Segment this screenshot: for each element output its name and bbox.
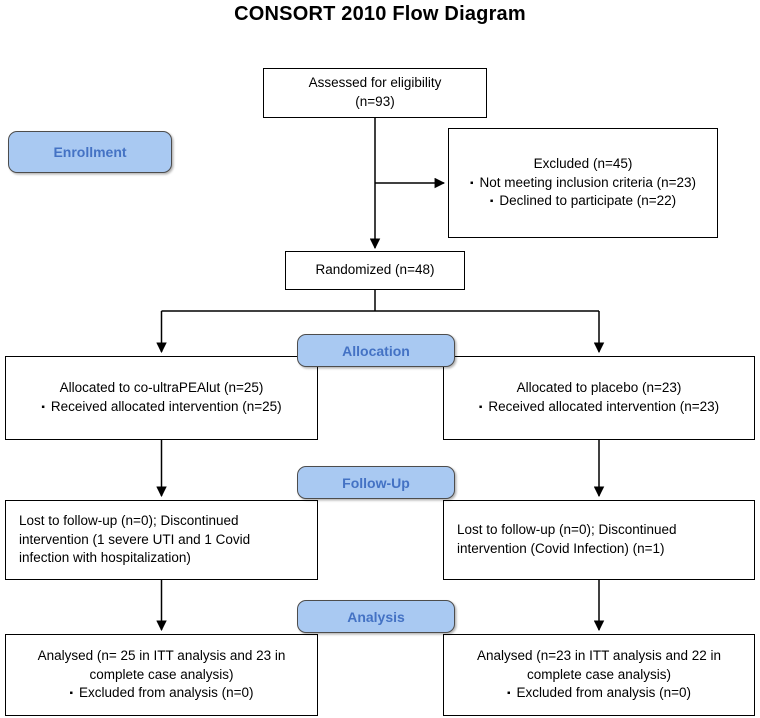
list-item-text: Excluded from analysis (n=0) [516, 685, 691, 701]
analysis-right-title: Analysed (n=23 in ITT analysis and 22 in complete case analysis) [476, 647, 722, 682]
alloc-left-title: Allocated to co-ultraPEAlut (n=25) [59, 380, 264, 396]
list-item-text: Declined to participate (n=22) [499, 193, 677, 209]
stage-followup [297, 466, 455, 499]
list-item [470, 174, 696, 193]
diagram-title: CONSORT 2010 Flow Diagram [234, 3, 526, 25]
box-allocated-coultrapealut [5, 356, 318, 440]
box-allocated-placebo [443, 356, 755, 440]
box-randomized [285, 251, 465, 290]
stage-followup-label: Follow-Up [342, 474, 410, 491]
stage-enrollment [8, 131, 172, 173]
eligibility-line2: (n=93) [355, 94, 395, 109]
bullet-icon: ▪ [489, 196, 494, 208]
alloc-right-title: Allocated to placebo (n=23) [516, 380, 682, 396]
stage-analysis [297, 600, 455, 633]
excluded-title: Excluded (n=45) [533, 155, 633, 171]
list-item [70, 684, 254, 703]
stage-analysis-label: Analysis [347, 608, 405, 625]
randomized-text: Randomized (n=48) [315, 262, 435, 278]
bullet-icon: ▪ [469, 177, 474, 189]
list-item-text: Received allocated intervention (n=25) [50, 399, 282, 414]
box-excluded [448, 128, 718, 238]
fu-left-text: Lost to follow-up (n=0); Discontinued intervention (1 severe UTI and 1 Covid infection with hospitalization) [19, 512, 251, 566]
box-followup-coultrapealut [5, 500, 318, 580]
bullet-icon: ▪ [478, 402, 483, 413]
stage-enrollment-label: Enrollment [53, 144, 127, 160]
analysis-left-title: Analysed (n= 25 in ITT analysis and 23 in complete case analysis) [37, 647, 286, 682]
list-item-text: Not meeting inclusion criteria (n=23) [479, 174, 697, 190]
fu-right-text: Lost to follow-up (n=0); Discontinued intervention (Covid Infection) (n=1) [457, 522, 677, 556]
box-followup-placebo [443, 500, 755, 580]
bullet-icon: ▪ [41, 402, 45, 413]
bullet-icon: ▪ [69, 688, 74, 700]
box-analysed-coultrapealut [5, 634, 318, 716]
list-item [507, 684, 691, 703]
box-analysed-placebo [443, 634, 755, 716]
box-assessed-eligibility [263, 68, 487, 118]
list-item-text: Received allocated intervention (n=23) [488, 399, 720, 414]
list-item [479, 398, 719, 417]
stage-allocation-label: Allocation [342, 342, 410, 359]
eligibility-line1: Assessed for eligibility [308, 75, 442, 91]
list-item-text: Excluded from analysis (n=0) [79, 685, 254, 701]
list-item [41, 398, 281, 417]
list-item [490, 192, 676, 211]
bullet-icon: ▪ [507, 688, 511, 700]
stage-allocation [297, 334, 455, 367]
